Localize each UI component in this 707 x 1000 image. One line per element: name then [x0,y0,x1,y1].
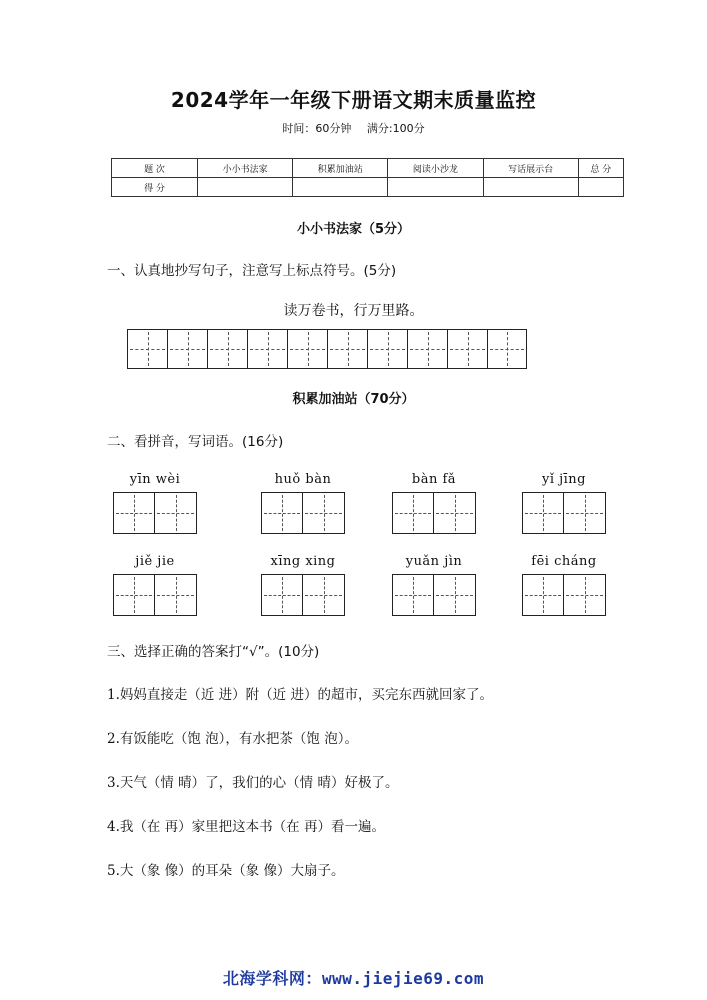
score-table-column-header: 小小书法家 [198,159,293,178]
copy-sentence: 读万卷书，行万里路。 [283,303,424,319]
tianzi-cell[interactable] [392,574,434,616]
writing-grid-cell[interactable] [327,329,367,369]
choice-item[interactable]: 2.有饭能吃（饱 泡），有水把茶（饱 泡）。 [107,731,358,747]
tianzi-cell[interactable] [522,492,564,534]
page-title: 2024学年一年级下册语文期末质量监控 [170,88,537,112]
writing-grid-cell[interactable] [407,329,447,369]
writing-grid-cell[interactable] [367,329,407,369]
tianzi-cell[interactable] [113,574,155,616]
score-table-column-header: 写话展示台 [483,159,578,178]
score-cell[interactable] [198,178,293,197]
writing-grid-cell[interactable] [447,329,487,369]
tianzi-cell[interactable] [392,492,434,534]
footer-watermark [0,966,707,989]
pinyin-label: bàn fǎ [411,472,457,487]
tianzi-cell[interactable] [113,492,155,534]
writing-grid-cell[interactable] [247,329,287,369]
choice-item[interactable]: 4.我（在 再）家里把这本书（在 再）看一遍。 [107,819,385,835]
exam-meta [0,120,707,136]
pinyin-word-box [261,553,345,616]
score-cell[interactable] [578,178,623,197]
pinyin-word-box [392,471,476,534]
choice-item[interactable]: 1.妈妈直接走（近 进）附（近 进）的超市，买完东西就回家了。 [107,687,493,703]
exam-full-score: 满分:100分 [366,122,425,135]
pinyin-label: xīng xing [270,554,336,569]
tianzi-cell[interactable] [434,492,476,534]
footer-url[interactable]: www.jiejie69.com [321,969,485,988]
tianzi-cell[interactable] [522,574,564,616]
pinyin-word-box [522,471,606,534]
pinyin-label: yǐ jīng [541,472,587,487]
writing-grid-cell[interactable] [127,329,167,369]
tianzi-cell[interactable] [155,492,197,534]
pinyin-word-box [113,471,197,534]
score-cell[interactable] [483,178,578,197]
score-table-column-header: 总 分 [578,159,623,178]
score-table-column-header: 积累加油站 [293,159,388,178]
score-table-column-header: 阅读小沙龙 [388,159,483,178]
score-cell[interactable] [293,178,388,197]
tianzi-cell[interactable] [303,574,345,616]
pinyin-word-box [261,471,345,534]
writing-grid [127,329,527,369]
pinyin-label: yīn wèi [129,472,181,487]
question-1-title: 一、认真地抄写句子，注意写上标点符号。(5分) [107,263,397,279]
pinyin-label: jiě jie [135,554,175,569]
writing-grid-cell[interactable] [207,329,247,369]
question-2-title: 二、看拼音，写词语。(16分) [107,434,284,450]
score-table-header-row [112,159,624,178]
tianzi-cell[interactable] [434,574,476,616]
pinyin-label: fēi cháng [531,554,597,569]
tianzi-cell[interactable] [303,492,345,534]
pinyin-label: huǒ bàn [274,472,332,487]
exam-time: 时间：60分钟 [282,122,352,135]
score-table-score-row [112,178,624,197]
score-table [111,158,624,197]
choice-item[interactable]: 3.天气（情 晴）了，我们的心（情 晴）好极了。 [107,775,399,791]
section-title-calligraphy: 小小书法家（5分） [296,222,411,237]
writing-grid-cell[interactable] [167,329,207,369]
pinyin-word-box [522,553,606,616]
score-table-row-header: 得 分 [112,178,198,197]
tianzi-cell[interactable] [261,574,303,616]
tianzi-cell[interactable] [261,492,303,534]
score-table-row-header: 题 次 [112,159,198,178]
pinyin-word-box [113,553,197,616]
section-title-accumulation: 积累加油站（70分） [292,392,415,407]
footer-site-name: 北海学科网： [222,969,322,988]
pinyin-label: yuǎn jìn [405,554,463,569]
tianzi-cell[interactable] [155,574,197,616]
writing-grid-cell[interactable] [487,329,527,369]
question-3-title: 三、选择正确的答案打“√”。(10分) [107,644,320,660]
pinyin-word-box [392,553,476,616]
score-cell[interactable] [388,178,483,197]
tianzi-cell[interactable] [564,574,606,616]
tianzi-cell[interactable] [564,492,606,534]
choice-item[interactable]: 5.大（象 像）的耳朵（象 像）大扇子。 [107,863,345,879]
writing-grid-cell[interactable] [287,329,327,369]
